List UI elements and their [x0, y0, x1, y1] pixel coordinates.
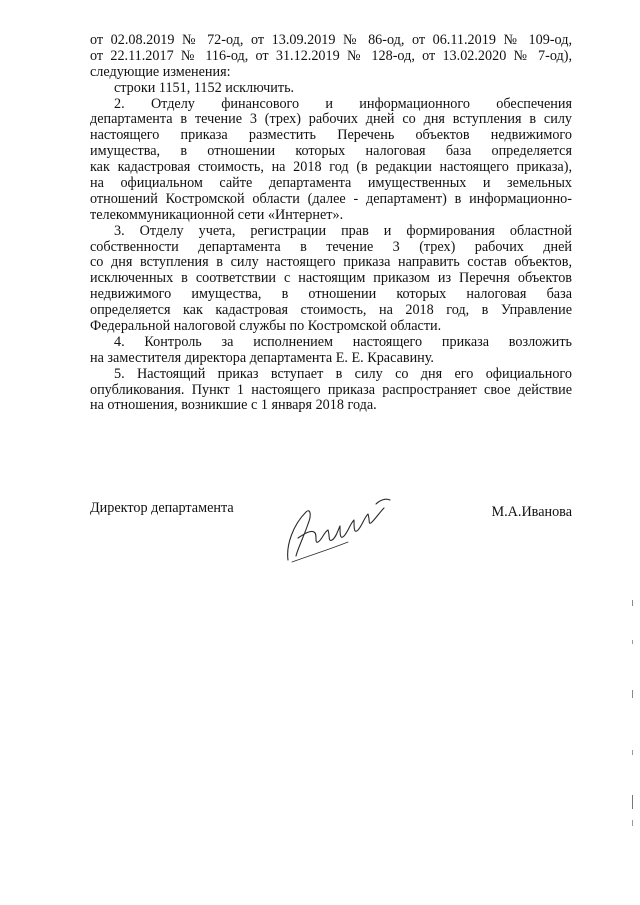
text-line: на отношения, возникшие с 1 января 2018 года. — [90, 397, 377, 414]
paragraph-4-first-line: 4. Контроль за исполнением настоящего приказа возложить — [114, 334, 572, 350]
text-line: на официальном сайте департамента имущественных и земельных — [90, 176, 572, 192]
document-body — [90, 33, 572, 414]
text-line: недвижимого имущества, в отношении которых налоговая база — [90, 287, 572, 303]
text-line: Федеральной налоговой службы по Костромской области. — [90, 318, 442, 335]
signature-block — [90, 500, 572, 570]
text-line: строки 1151, 1152 исключить. — [114, 79, 295, 96]
text-line: определяется как кадастровая стоимость, на 2018 год, в Управление — [90, 303, 572, 319]
text-line: как кадастровая стоимость, на 2018 год (в редакции настоящего приказа), — [90, 160, 572, 176]
text-line: настоящего приказа разместить Перечень объектов недвижимого — [90, 128, 572, 144]
text-line: от 22.11.2017 № 116-од, от 31.12.2019 № 128-од, от 13.02.2020 № 7-од), — [90, 48, 572, 64]
signatory-name: М.А.Иванова — [491, 504, 572, 520]
text-line: опубликования. Пункт 1 настоящего приказа распространяет свое действие — [90, 382, 572, 398]
text-line: исключенных в соответствии с настоящим приказом из Перечня объектов — [90, 271, 572, 287]
paragraph-5-first-line: 5. Настоящий приказ вступает в силу со дня его официального — [114, 366, 572, 382]
text-line: следующие изменения: — [90, 63, 231, 80]
text-line: телекоммуникационной сети «Интернет». — [90, 206, 344, 223]
text-line: департамента в течение 3 (трех) рабочих дней со дня вступления в силу — [90, 112, 572, 128]
text-line: собственности департамента в течение 3 (трех) рабочих дней — [90, 239, 572, 255]
text-line: имущества, в отношении которых налоговая база определяется — [90, 144, 572, 160]
scan-margin-marks — [630, 600, 636, 830]
signatory-title: Директор департамента — [90, 500, 234, 516]
text-line: на заместителя директора департамента Е. Е. Красавину. — [90, 349, 434, 366]
handwritten-signature — [268, 490, 398, 570]
paragraph-2-first-line: 2. Отделу финансового и информационного обеспечения — [114, 96, 572, 112]
text-line: от 02.08.2019 № 72-од, от 13.09.2019 № 86-од, от 06.11.2019 № 109-од, — [90, 33, 572, 48]
text-line: со дня вступления в силу настоящего приказа направить состав объектов, — [90, 255, 572, 271]
paragraph-3-first-line: 3. Отделу учета, регистрации прав и формирования областной — [114, 223, 572, 239]
text-line: отношений Костромской области (далее - департамент) в информационно- — [90, 191, 572, 207]
